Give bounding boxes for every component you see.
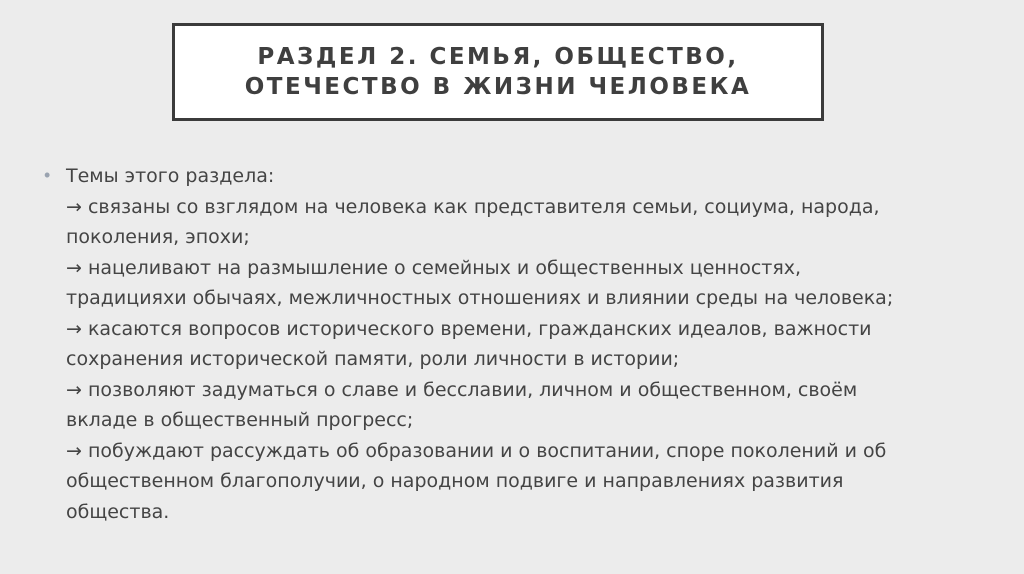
content-area — [44, 161, 1004, 527]
text-line: → касаются вопросов исторического времени, гражданских идеалов, важности — [66, 317, 872, 340]
text-line: → связаны со взглядом на человека как представителя семьи, социума, народа, — [66, 195, 880, 218]
bullet-icon: • — [44, 165, 51, 185]
text-line: → нацеливают на размышление о семейных и общественных ценностях, — [66, 256, 802, 279]
text-line: общества. — [66, 500, 170, 523]
text-line: → побуждают рассуждать об образовании и о воспитании, споре поколений и об — [66, 439, 887, 462]
text-line: поколения, эпохи; — [66, 226, 250, 248]
title-line-2: ОТЕЧЕСТВО В ЖИЗНИ ЧЕЛОВЕКА — [244, 74, 752, 100]
bullet-text — [66, 161, 1004, 527]
text-line: вкладе в общественный прогресс; — [66, 409, 414, 431]
title-line-1: РАЗДЕЛ 2. СЕМЬЯ, ОБЩЕСТВО, — [257, 44, 739, 70]
text-line: общественном благополучии, о народном подвиге и направлениях развития — [66, 470, 844, 492]
text-line: сохранения исторической памяти, роли личности в истории; — [66, 348, 680, 370]
text-line: традицияхи обычаях, межличностных отношениях и влиянии среды на человека; — [66, 287, 894, 309]
text-line: Темы этого раздела: — [66, 165, 275, 187]
text-line: → позволяют задуматься о славе и бесславии, личном и общественном, своём — [66, 378, 858, 401]
slide-title — [245, 42, 752, 102]
title-box — [172, 23, 824, 121]
